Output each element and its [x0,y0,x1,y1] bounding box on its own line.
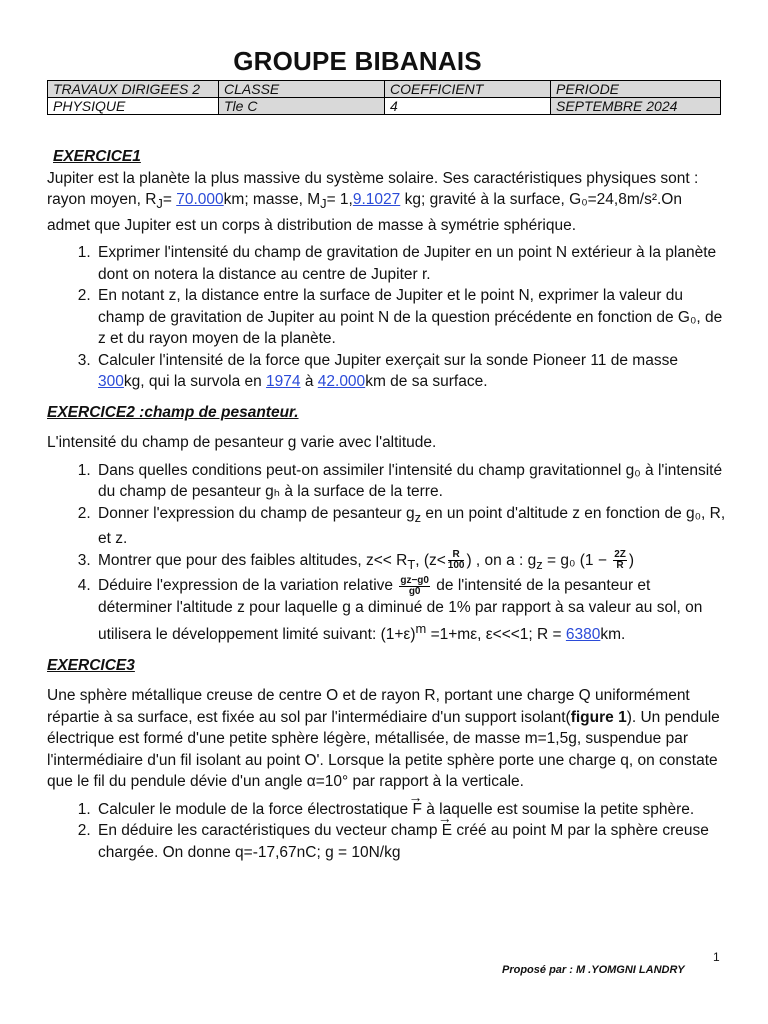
distance-link[interactable]: 42.000 [317,373,366,391]
fraction [448,550,465,571]
list-item [95,550,727,576]
fraction [613,550,627,571]
exercise-3-questions [47,799,727,864]
exercise-1-questions [47,242,727,393]
spacer [47,423,727,432]
exercise-1-intro [47,168,727,237]
text: = 1, [326,191,353,208]
header-cell-coef-value: 4 [385,98,551,115]
fraction [399,576,430,597]
denominator: 100 [447,560,465,572]
denominator: R [616,560,624,572]
header-row [48,98,721,115]
mass-link[interactable]: 9.1027 [352,191,401,208]
text: en un point d'altitude z en fonction de g₀, R, et z. [98,504,726,548]
exercise-2-intro: L'intensité du champ de pesanteur g varie avec l'altitude. [47,434,437,452]
document-title: GROUPE BIBANAIS [233,46,482,76]
subscript: z [536,556,543,572]
list-item: 1. Dans quelles conditions peut-on assimiler l'intensité du champ gravitationnel g₀ à l'intensité du champ de pesanteur gₕ à la surface de la terre. [95,460,727,503]
text: kg; gravité à la surface, G₀=24,8m/s².On admet que Jupiter est un corps à distribution de masse à symétrie sphérique. [47,191,682,234]
spacer [47,646,727,655]
header-table [47,80,721,115]
text: Une sphère métallique creuse de centre O et de rayon R, portant une charge Q uniformément répartie à sa surface, est fixée au sol par l'intermédiaire d'un support isolant( [47,687,690,726]
list-item [95,350,727,393]
list-item [95,820,727,863]
spacer [47,676,727,685]
header-cell-subject: PHYSIQUE [48,98,219,115]
list-item [95,503,727,550]
text: créé au point M par la sphère creuse chargée. On donne q=-17,67nC; g = 10N/kg [98,822,709,861]
text: Jupiter est la planète la plus massive du système solaire. Ses caractéristiques physiques sont : rayon moyen, R [47,169,699,208]
exercise-3-intro [47,685,727,793]
list-item: 2. En notant z, la distance entre la surface de Jupiter et le point N, exprimer la valeur du champ de gravitation de Jupiter au point N de la question précédente en fonction de G₀, de z et du rayon moyen de la planète. [95,285,727,350]
numerator: gz−g0 [400,574,429,586]
text: kg, qui la survola en [123,373,267,391]
header-cell-coefficient: COEFFICIENT [385,81,551,98]
text: à laquelle est soumise la petite sphère. [421,800,695,818]
mass-300-link[interactable]: 300 [98,373,124,391]
text: Calculer le module de la force électrostatique [98,800,413,818]
header-row [48,81,721,98]
exercise-3-title: EXERCICE3 [47,656,135,674]
text: Déduire l'expression de la variation relative [98,577,398,595]
text: Donner l'expression du champ de pesanteur g [98,504,415,522]
list-item: 1. Exprimer l'intensité du champ de gravitation de Jupiter en un point N extérieur à la planète dont on notera la distance au centre de Jupiter r. [95,242,727,285]
text: En déduire les caractéristiques du vecteur champ [98,822,442,840]
text: à [300,373,318,391]
text: = g₀ (1 − [542,551,612,569]
figure-reference: figure 1 [570,708,627,726]
list-item [95,799,727,821]
text: = [162,191,177,208]
author-footer: Proposé par : M .YOMGNI LANDRY [502,964,685,976]
text: =1+mε, ε<<<1; R = [426,626,566,644]
text: Montrer que pour des faibles altitudes, z<< R [98,551,408,569]
exercise-2-questions [47,460,727,646]
page-number: 1 [713,950,720,964]
numerator: R [448,550,465,561]
text: de l'intensité de la pesanteur et déterminer l'altitude z pour laquelle g a diminué de 1% par rapport à sa valeur au sol, on utilisera le développement limité suivant: (1+ε) [98,577,703,644]
text: km. [600,626,626,644]
exercise-1-title: EXERCICE1 [53,148,141,165]
denominator: g0 [408,585,421,597]
superscript: m [415,621,427,637]
text: ). Un pendule électrique est formé d'une petite sphère légère, métallisée, de masse m=1,5g, suspendue par l'intermédiaire d'un fil isolant au point O'. Lorsque la petite sphère porte une charge q, on constate que le fil du pendule dévie d'un angle α=10° par rapport à la verticale. [47,708,720,791]
subscript: z [414,509,422,525]
text: km de sa surface. [365,373,488,391]
text: , (z< [415,551,446,569]
spacer [47,393,727,402]
exercise-2-title: EXERCICE2 :champ de pesanteur. [47,403,299,421]
list-item [95,575,727,646]
subscript: T [407,556,416,572]
radius-link[interactable]: 70.000 [176,191,224,208]
header-cell-period-value: SEPTEMBRE 2024 [551,98,721,115]
subscript: J [320,196,327,212]
subscript: J [156,196,163,212]
text: ) , on a : g [466,551,537,569]
header-cell-class-value: Tle C [219,98,385,115]
numerator: 2Z [614,549,626,561]
header-cell-td: TRAVAUX DIRIGEES 2 [48,81,219,98]
header-cell-periode: PERIODE [551,81,721,98]
document-body [47,146,727,863]
year-1974-link[interactable]: 1974 [266,373,301,391]
text: ) [628,551,635,569]
earth-radius-link[interactable]: 6380 [565,626,601,644]
text: Calculer l'intensité de la force que Jupiter exerçait sur la sonde Pioneer 11 de masse [98,351,678,369]
force-vector: → F [412,799,421,821]
field-vector: → E [442,820,452,842]
text: km; masse, M [223,191,321,208]
header-cell-classe: CLASSE [219,81,385,98]
